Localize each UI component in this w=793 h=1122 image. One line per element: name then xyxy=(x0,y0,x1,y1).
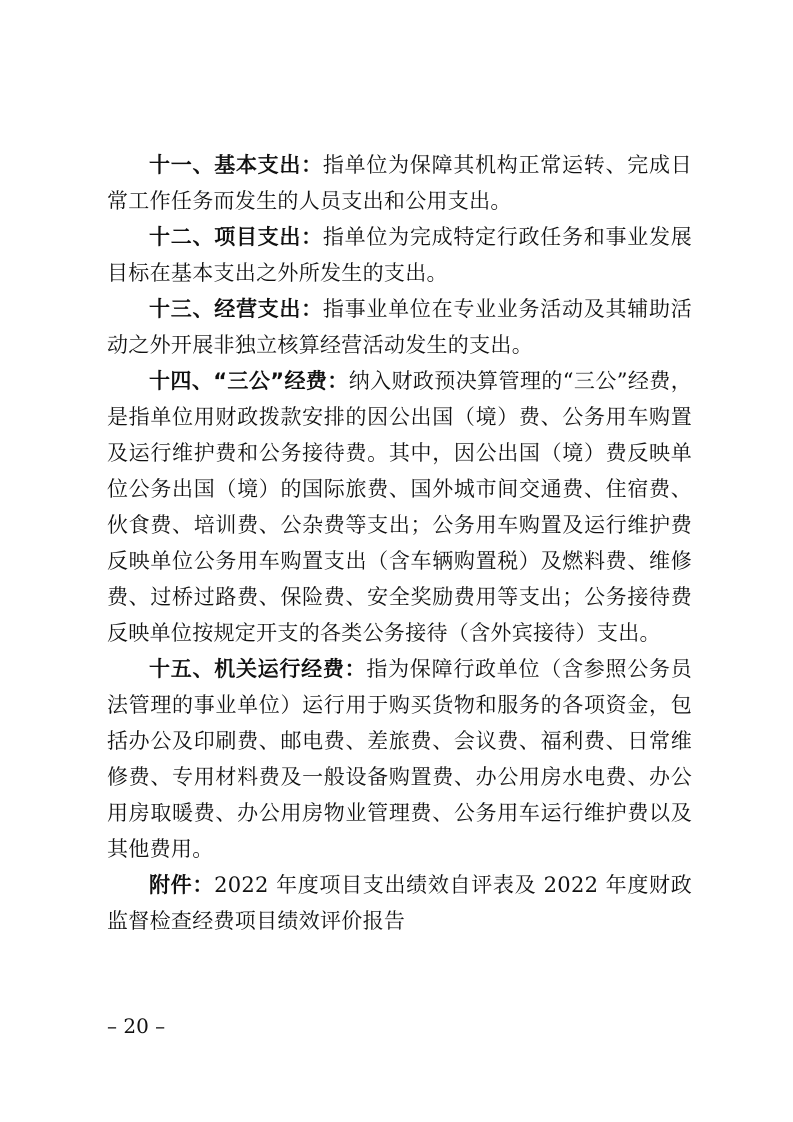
definition-text: 指单位为完成特定行政任务和事业发展目标在基本支出之外所发生的支出。 xyxy=(107,225,692,285)
term-label: 十五、机关运行经费： xyxy=(149,657,367,681)
document-body xyxy=(107,147,692,939)
term-label: 附件： xyxy=(149,873,215,897)
definition-basic-expenditure xyxy=(107,147,692,219)
definition-text: 指单位为保障其机构正常运转、完成日常工作任务而发生的人员支出和公用支出。 xyxy=(107,153,692,213)
definition-three-public-expenses xyxy=(107,363,692,651)
definition-project-expenditure xyxy=(107,219,692,291)
term-label: 十三、经营支出： xyxy=(149,297,323,321)
definition-text: 指为保障行政单位（含参照公务员法管理的事业单位）运行用于购买货物和服务的各项资金，包括办公及印刷费、邮电费、差旅费、会议费、福利费、日常维修费、专用材料费及一般设备购置费、办公用房水电费、办公用房取暖费、办公用房物业管理费、公务用车运行维护费以及其他费用。 xyxy=(107,657,692,861)
definition-text: 纳入财政预决算管理的“三公”经费，是指单位用财政拨款安排的因公出国（境）费、公务用车购置及运行维护费和公务接待费。其中，因公出国（境）费反映单位公务出国（境）的国际旅费、国外城市间交通费、住宿费、伙食费、培训费、公杂费等支出；公务用车购置及运行维护费反映单位公务用车购置支出（含车辆购置税）及燃料费、维修费、过桥过路费、保险费、安全奖励费用等支出；公务接待费反映单位按规定开支的各类公务接待（含外宾接待）支出。 xyxy=(107,369,692,645)
attachment-text: 2022 年度项目支出绩效自评表及 2022 年度财政监督检查经费项目绩效评价报告 xyxy=(107,873,692,933)
definition-text: 指事业单位在专业业务活动及其辅助活动之外开展非独立核算经营活动发生的支出。 xyxy=(107,297,692,357)
attachment-note xyxy=(107,867,692,939)
definition-operating-expenditure xyxy=(107,291,692,363)
definition-agency-operating-funds xyxy=(107,651,692,867)
term-label: 十二、项目支出： xyxy=(149,225,323,249)
page-number: – 20 – xyxy=(107,1014,166,1038)
term-label: 十四、“三公”经费： xyxy=(149,369,349,393)
term-label: 十一、基本支出： xyxy=(149,153,323,177)
